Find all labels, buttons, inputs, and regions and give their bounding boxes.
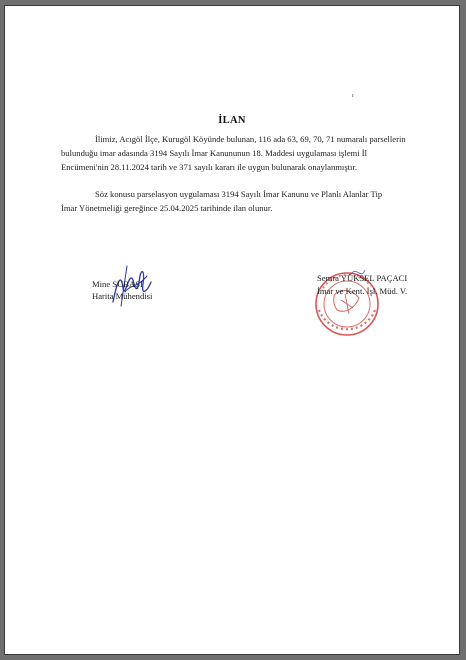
signatory-right-name: Semra YÜKSEL PAÇACI — [317, 273, 408, 283]
signatory-left-name: Mine SUBAŞI — [92, 279, 143, 289]
paragraph-line: İlimiz, Acıgöl İlçe, Kurugöl Köyünde bulunan, 116 ada 63, 69, 70, 71 numaralı parsellerin — [95, 134, 406, 144]
document-title: İLAN — [218, 115, 246, 126]
signatory-left-title: Harita Mühendisi — [92, 291, 153, 301]
signatory-left — [92, 278, 152, 302]
paragraph-line: bulunduğu imar adasında 3194 Sayılı İmar Kanununun 18. Maddesi uygulaması işlemi İl — [61, 148, 367, 158]
document-page — [4, 5, 460, 655]
paragraph-line: Encümeni'nin 28.11.2024 tarih ve 371 sayılı kararı ile uygun bulunarak onaylanmıştır. — [61, 162, 357, 172]
paragraph-line: İmar Yönetmeliği gereğince 25.04.2025 tarihinde ilan olunur. — [61, 203, 273, 213]
signatory-right-title: İmar ve Kent. İşl. Müd. V. — [317, 286, 408, 296]
paragraph-2 — [61, 187, 413, 215]
signatory-right — [317, 272, 407, 298]
page-mark: ı — [352, 93, 354, 99]
paragraph-1 — [61, 132, 413, 174]
paragraph-line: Söz konusu parselasyon uygulaması 3194 Sayılı İmar Kanunu ve Planlı Alanlar Tip — [95, 189, 383, 199]
